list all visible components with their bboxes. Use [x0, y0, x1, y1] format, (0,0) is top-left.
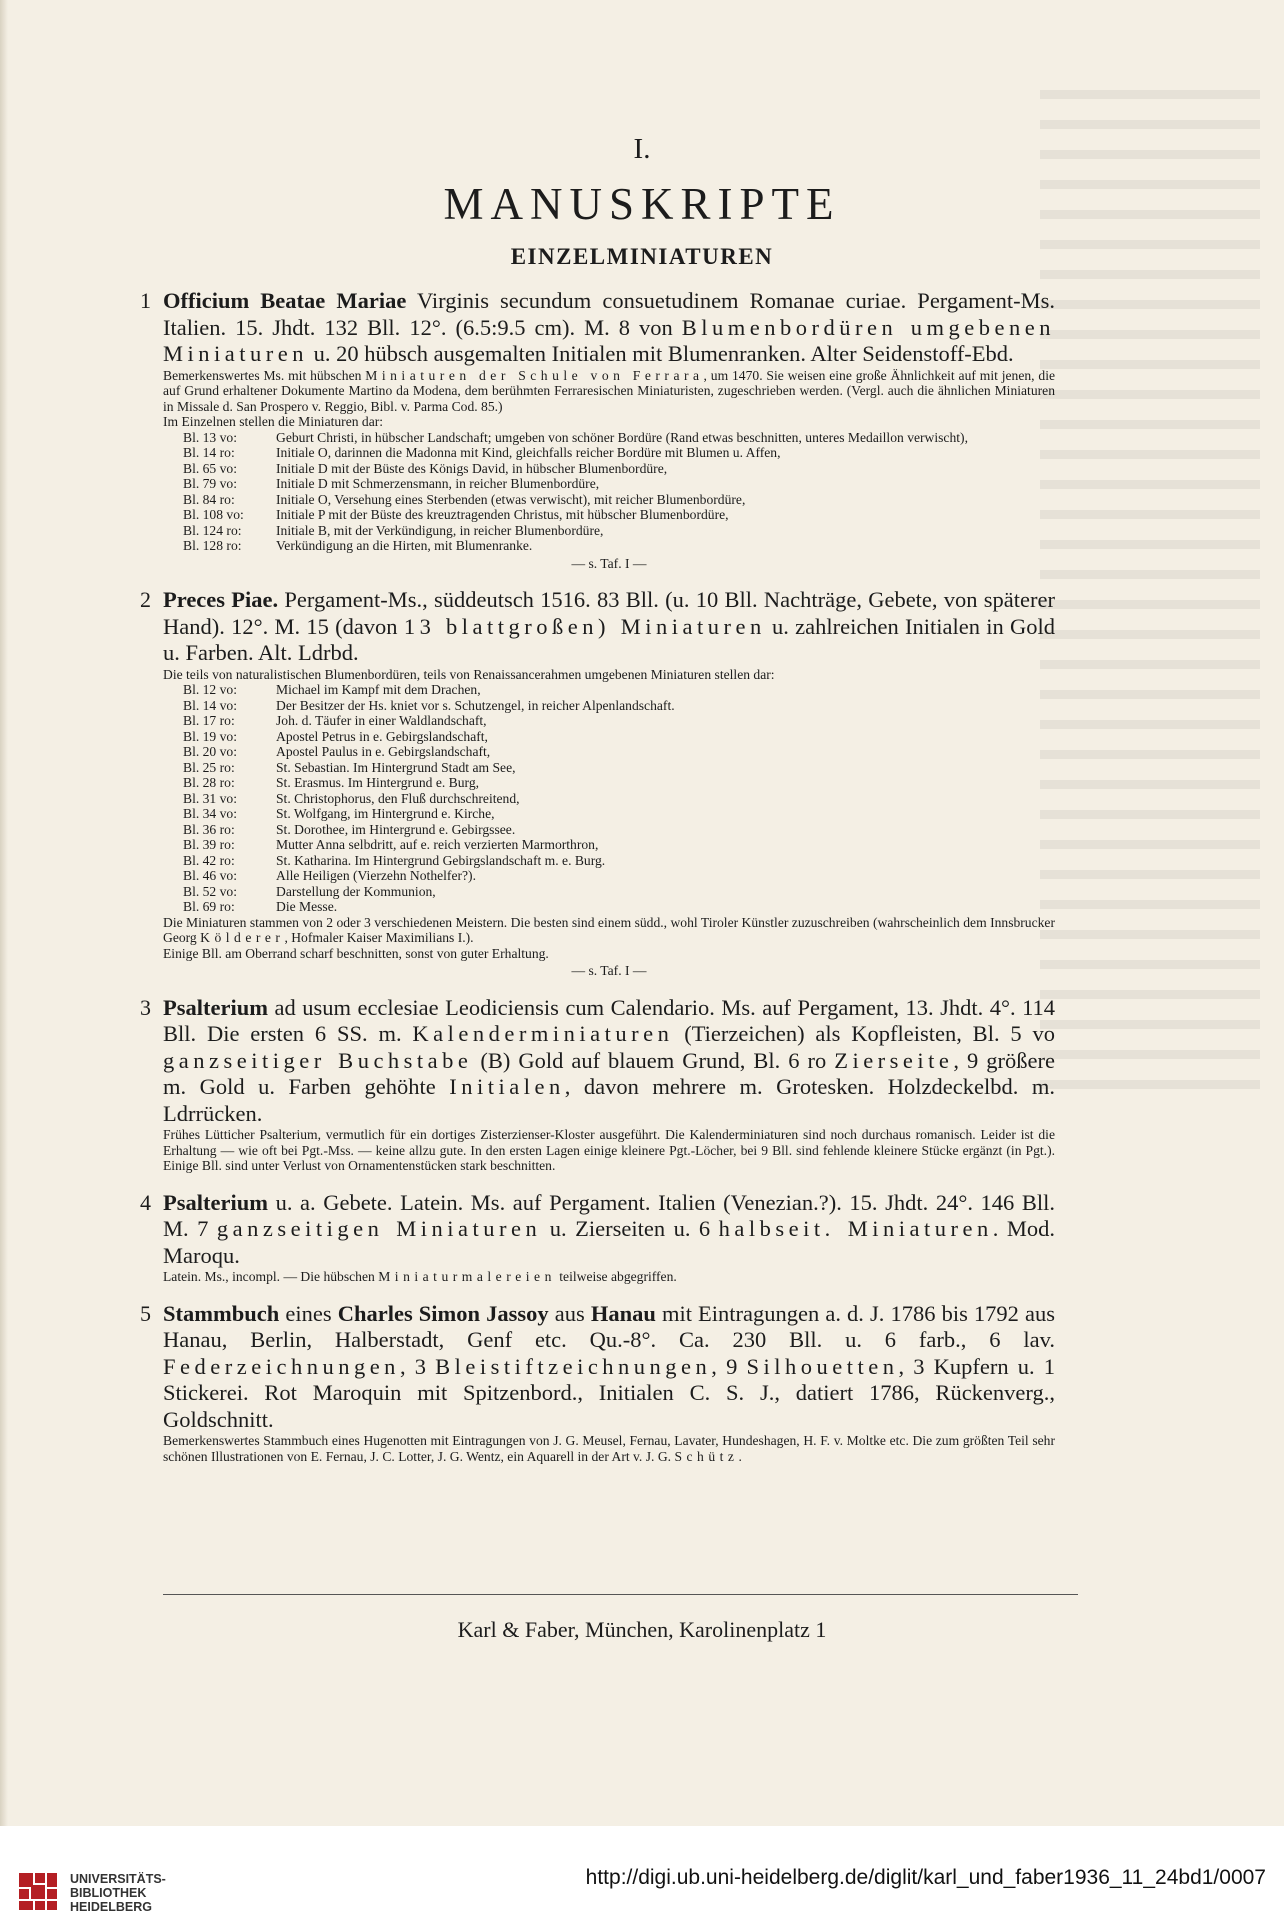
catalogue-entry — [140, 288, 1055, 571]
folio-reference: Bl. 14 vo: — [183, 697, 238, 713]
miniature-list-item — [163, 822, 1055, 838]
spaced-emphasis: Miniaturmalereien — [378, 1269, 556, 1284]
miniature-list-item — [163, 698, 1055, 714]
entry-note — [163, 1433, 1055, 1464]
entry-heading: Stammbuch — [163, 1300, 280, 1326]
spaced-emphasis: ganzseitiger Buchstabe — [163, 1047, 473, 1073]
folio-reference: Bl. 84 ro: — [183, 491, 235, 507]
text-run: Die teils von naturalistischen Blumenbordüren, teils von Renaissancerahmen umgebenen Miniaturen stellen dar: — [163, 666, 775, 682]
text-run: ad usum ecclesiae Leodiciensis cum Calendario. Ms. auf Pergament, 13. Jhdt. 4°. 114 Bll. Die ersten 6 SS. m. — [163, 994, 1055, 1046]
entry-note — [163, 946, 1055, 962]
miniature-description: Initiale O, darinnen die Madonna mit Kind, gleichfalls reicher Bordüre mit Blumen u. Affen, — [276, 445, 781, 460]
text-run: u. a. Gebete. Latein. Ms. auf Pergament. Italien (Venezian.?). 15. Jhdt. 24°. 146 Bll. M. 7 — [163, 1189, 1055, 1241]
miniature-list-item — [163, 775, 1055, 791]
entry-heading: Psalterium — [163, 994, 268, 1020]
text-run: , davon mehrere m. Grotesken. Holzdeckelbd. m. Ldrrücken. — [163, 1074, 1055, 1126]
miniature-description: St. Wolfgang, im Hintergrund e. Kirche, — [276, 806, 495, 821]
spaced-emphasis: Schütz — [674, 1448, 739, 1464]
text-run: mit Eintragungen a. d. J. 1786 bis 1792 aus Hanau, Berlin, Halberstadt, Genf etc. Qu.-8°. Ca. 230 Bll. u. 6 farb., 6 lav. — [163, 1300, 1055, 1352]
text-run: , um 1470. Sie weisen eine große Ähnlichkeit auf mit jenen, die auf Grund erhaltener Dokumente Martino da Modena, dem berühmten Ferraresischen Miniaturisten, zugeschrieben werden. (Vergl. auch die ähnlichen Miniaturen in Missale d. San Prospero v. Reggio, Bibl. v. Parma Cod. 85.) — [163, 367, 1056, 414]
show-through-text — [1040, 90, 1260, 1090]
spaced-emphasis: Kölderer — [200, 930, 285, 945]
spaced-emphasis: Federzeichnungen — [163, 1353, 400, 1379]
miniature-description: Geburt Christi, in hübscher Landschaft; umgeben von schöner Bordüre (Rand etwas beschnitten, unteres Medaillon verwischt), — [276, 429, 968, 445]
catalogue-entries — [140, 288, 1055, 1480]
miniature-list-item — [163, 430, 1055, 446]
folio-reference: Bl. 39 ro: — [183, 837, 235, 852]
entry-note — [163, 915, 1055, 946]
folio-reference: Bl. 17 ro: — [183, 713, 235, 728]
miniature-list-item — [163, 713, 1055, 729]
library-name-line: BIBLIOTHEK — [70, 1886, 147, 1900]
library-name-line: HEIDELBERG — [70, 1900, 152, 1914]
catalogue-entry — [140, 995, 1055, 1174]
folio-reference: Bl. 20 vo: — [183, 744, 238, 759]
miniature-list-item — [163, 507, 1055, 523]
miniature-description: St. Sebastian. Im Hintergrund Stadt am See, — [276, 759, 516, 775]
folio-reference: Bl. 12 vo: — [183, 682, 238, 697]
plate-reference: — s. Taf. I — — [571, 963, 647, 978]
text-run: (B) Gold auf blauem Grund, Bl. 6 ro — [472, 1047, 835, 1073]
spaced-emphasis: Zierseite — [834, 1047, 954, 1073]
miniature-description: St. Christophorus, den Fluß durchschreitend, — [276, 790, 520, 806]
folio-reference: Bl. 14 ro: — [183, 445, 235, 460]
catalogue-entry — [140, 1190, 1055, 1285]
spaced-emphasis: Initialen — [449, 1074, 565, 1099]
miniature-description: Initiale P mit der Büste des kreuztragenden Christus, mit hübscher Blumenbordüre, — [276, 507, 729, 522]
plate-reference: — s. Taf. I — — [571, 555, 647, 571]
lot-number: 2 — [140, 587, 151, 612]
miniature-description: St. Erasmus. Im Hintergrund e. Burg, — [276, 775, 480, 790]
text-run: , 3 Kupfern u. 1 Stickerei. Rot Maroquin mit Spitzenbord., Initialen C. S. J., datiert 1786, Rückenverg., Goldschnitt. — [163, 1353, 1055, 1432]
text-run: u. zahlreichen Initialen in Gold u. Farben. Alt. Ldrbd. — [163, 613, 1055, 665]
miniature-description: Darstellung der Kommunion, — [276, 883, 436, 899]
miniature-list-item — [163, 461, 1055, 477]
text-run: (Tierzeichen) als Kopfleisten, Bl. 5 vo — [673, 1021, 1055, 1046]
text-run: Frühes Lütticher Psalterium, vermutlich für ein dortiges Zisterzienser-Kloster ausgeführt. Die Kalenderminiaturen sind noch durchaus romanisch. Leider ist die Erhaltung — wie oft bei Pgt.-Mss. — keine allzu gute. In den ersten Lagen einige kleinere Pgt.-Löcher, bei 9 Bll. sind fehlende kleinere Stücke ergänzt (in Pgt.). Einige Bll. sind unter Verlust von Ornamentenstücken stark beschnitten. — [163, 1127, 1055, 1173]
entry-description — [163, 587, 1055, 667]
miniature-list-item — [163, 884, 1055, 900]
spaced-emphasis: Silhouetten — [746, 1353, 899, 1379]
library-name-line: UNIVERSITÄTS- — [70, 1872, 166, 1886]
spaced-emphasis: ganzseitigen Miniaturen — [216, 1216, 542, 1241]
text-run: Die Miniaturen stammen von 2 oder 3 verschiedenen Meistern. Die besten sind einem südd., wohl Tiroler Künstler zuzuschreiben (wahrscheinlich dem Innsbrucker Georg — [163, 914, 1055, 945]
text-run: , 3 — [399, 1353, 436, 1379]
text-run: . — [738, 1448, 742, 1464]
miniature-list-item — [163, 682, 1055, 698]
folio-reference: Bl. 28 ro: — [183, 775, 235, 790]
spaced-emphasis: halbseit. Miniaturen — [718, 1216, 993, 1241]
entry-note — [163, 1127, 1055, 1174]
text-run: u. Zierseiten u. 6 — [541, 1216, 719, 1241]
lot-number: 3 — [140, 994, 151, 1020]
text-run: Bemerkenswertes Ms. mit hübschen — [163, 367, 366, 383]
folio-reference: Bl. 13 vo: — [183, 429, 238, 445]
spaced-emphasis: Blumenbordüren umgebenen Miniaturen — [163, 314, 1055, 366]
miniature-description: Verkündigung an die Hirten, mit Blumenranke. — [276, 538, 533, 553]
entry-note — [163, 368, 1055, 415]
entry-description — [163, 1301, 1055, 1434]
entry-description — [163, 1190, 1055, 1270]
text-run: teilweise abgegriffen. — [555, 1269, 677, 1284]
miniature-description: Joh. d. Täufer in einer Waldlandschaft, — [276, 713, 487, 728]
text-run: Im Einzelnen stellen die Miniaturen dar: — [163, 414, 384, 429]
folio-reference: Bl. 46 vo: — [183, 868, 238, 883]
miniature-description: Initiale D mit Schmerzensmann, in reicher Blumenbordüre, — [276, 476, 600, 491]
entry-heading: Officium Beatae Mariae — [163, 288, 407, 313]
spaced-emphasis: Kalenderminiaturen — [412, 1021, 674, 1046]
folio-reference: Bl. 79 vo: — [183, 476, 238, 491]
publisher-footer: Karl & Faber, München, Karolinenplatz 1 — [457, 1617, 827, 1642]
miniature-list-item — [163, 806, 1055, 822]
spaced-emphasis: Bleistiftzeichnungen — [435, 1353, 712, 1379]
miniature-description: St. Katharina. Im Hintergrund Gebirgslandschaft m. e. Burg. — [276, 852, 606, 868]
entry-heading: Charles Simon Jassoy — [337, 1300, 549, 1326]
folio-reference: Bl. 69 ro: — [183, 899, 235, 914]
text-run: Bemerkenswertes Stammbuch eines Hugenotten mit Eintragungen von J. G. Meusel, Fernau, Lavater, Hundeshagen, H. F. v. Moltke etc. Die zum größten Teil sehr schönen Illustrationen von E. Fernau, J. C. Lotter, J. G. Wentz, ein Aquarell in der Art v. J. G. — [163, 1433, 1055, 1464]
entry-heading: Hanau — [590, 1300, 656, 1326]
page-title: MANUSKRIPTE — [443, 179, 841, 229]
miniature-list-item — [163, 729, 1055, 745]
miniature-list-item — [163, 868, 1055, 884]
text-run: . Mod. Maroqu. — [163, 1216, 1055, 1268]
university-library-logo-icon — [16, 1870, 60, 1912]
permalink-url[interactable]: http://digi.ub.uni-heidelberg.de/diglit/karl_und_faber1936_11_24bd1/0007 — [585, 1866, 1266, 1889]
folio-reference: Bl. 19 vo: — [183, 728, 238, 744]
page-edge — [0, 0, 8, 1826]
miniature-description: Apostel Paulus in e. Gebirgslandschaft, — [276, 744, 491, 759]
entry-note — [163, 667, 1055, 683]
folio-reference: Bl. 65 vo: — [183, 460, 238, 476]
miniature-list-item — [163, 853, 1055, 869]
folio-reference: Bl. 36 ro: — [183, 821, 235, 837]
miniature-description: Initiale B, mit der Verkündigung, in reicher Blumenbordüre, — [276, 522, 604, 538]
miniature-list-item — [163, 538, 1055, 554]
text-run: Latein. Ms., incompl. — Die hübschen — [163, 1269, 379, 1284]
miniature-description: Alle Heiligen (Vierzehn Nothelfer?). — [276, 868, 476, 883]
lot-number: 1 — [140, 288, 151, 313]
text-run: , 9 größere m. Gold u. Farben gehöhte — [163, 1047, 1055, 1099]
text-run: aus — [548, 1300, 591, 1326]
library-name — [70, 1872, 166, 1914]
folio-reference: Bl. 128 ro: — [183, 538, 242, 553]
miniature-list-item — [163, 476, 1055, 492]
entry-description — [163, 995, 1055, 1128]
miniature-list-item — [163, 791, 1055, 807]
folio-reference: Bl. 42 ro: — [183, 852, 235, 868]
text-run: eines — [279, 1300, 338, 1326]
entry-heading: Psalterium — [163, 1189, 268, 1215]
text-run: Pergament-Ms., süddeutsch 1516. 83 Bll. (u. 10 Bll. Nachträge, Gebete, von späterer Hand). 12°. M. 15 (davon — [163, 587, 1055, 639]
folio-reference: Bl. 34 vo: — [183, 806, 238, 821]
folio-reference: Bl. 25 ro: — [183, 759, 235, 775]
folio-reference: Bl. 108 vo: — [183, 507, 244, 522]
page-subtitle: EINZELMINIATUREN — [510, 244, 774, 269]
miniature-list-item — [163, 837, 1055, 853]
folio-reference: Bl. 31 vo: — [183, 790, 238, 806]
miniature-list-item — [163, 492, 1055, 508]
miniature-description: Michael im Kampf mit dem Drachen, — [276, 682, 481, 697]
catalogue-entry — [140, 587, 1055, 979]
miniature-list-item — [163, 445, 1055, 461]
text-run: u. 20 hübsch ausgemalten Initialen mit Blumenranken. Alter Seidenstoff-Ebd. — [307, 341, 1014, 366]
miniature-description: Initiale O, Versehung eines Sterbenden (etwas verwischt), mit reicher Blumenbordüre, — [276, 491, 746, 507]
miniature-list-item — [163, 899, 1055, 915]
folio-reference: Bl. 124 ro: — [183, 522, 242, 538]
library-branding-bar — [0, 1826, 1284, 1921]
miniature-description: Der Besitzer der Hs. kniet vor s. Schutzengel, in reicher Alpenlandschaft. — [276, 697, 675, 713]
miniature-description: Initiale D mit der Büste des Königs David, in hübscher Blumenbordüre, — [276, 460, 668, 476]
miniature-list-item — [163, 760, 1055, 776]
miniature-list-item — [163, 523, 1055, 539]
footer-rule — [163, 1594, 1078, 1595]
lot-number: 4 — [140, 1189, 151, 1215]
text-run: , Hofmaler Kaiser Maximilians I.). — [284, 930, 474, 945]
entry-note — [163, 1269, 1055, 1285]
text-run: , 9 — [711, 1353, 747, 1379]
miniature-description: Mutter Anna selbdritt, auf e. reich verzierten Marmorthron, — [276, 837, 599, 852]
lot-number: 5 — [140, 1300, 151, 1326]
miniature-description: St. Dorothee, im Hintergrund e. Gebirgssee. — [276, 821, 516, 837]
spaced-emphasis: 13 blattgroßen) Miniaturen — [403, 613, 766, 639]
text-run: Einige Bll. am Oberrand scharf beschnitten, sonst von guter Erhaltung. — [163, 945, 549, 961]
entry-description — [163, 288, 1055, 368]
entry-heading: Preces Piae. — [163, 587, 279, 612]
text-run: Virginis secundum consuetudinem Romanae curiae. Pergament-Ms. Italien. 15. Jhdt. 132 Bll. 12°. (6.5:9.5 cm). M. 8 von — [163, 288, 1055, 340]
miniature-description: Die Messe. — [276, 899, 338, 914]
spaced-emphasis: Miniaturen der Schule von Ferrara — [365, 367, 704, 383]
folio-reference: Bl. 52 vo: — [183, 883, 238, 899]
catalogue-entry — [140, 1301, 1055, 1465]
miniature-description: Apostel Petrus in e. Gebirgslandschaft, — [276, 728, 488, 744]
miniature-list-item — [163, 744, 1055, 760]
entry-note — [163, 414, 1055, 430]
section-number: I. — [633, 133, 651, 165]
